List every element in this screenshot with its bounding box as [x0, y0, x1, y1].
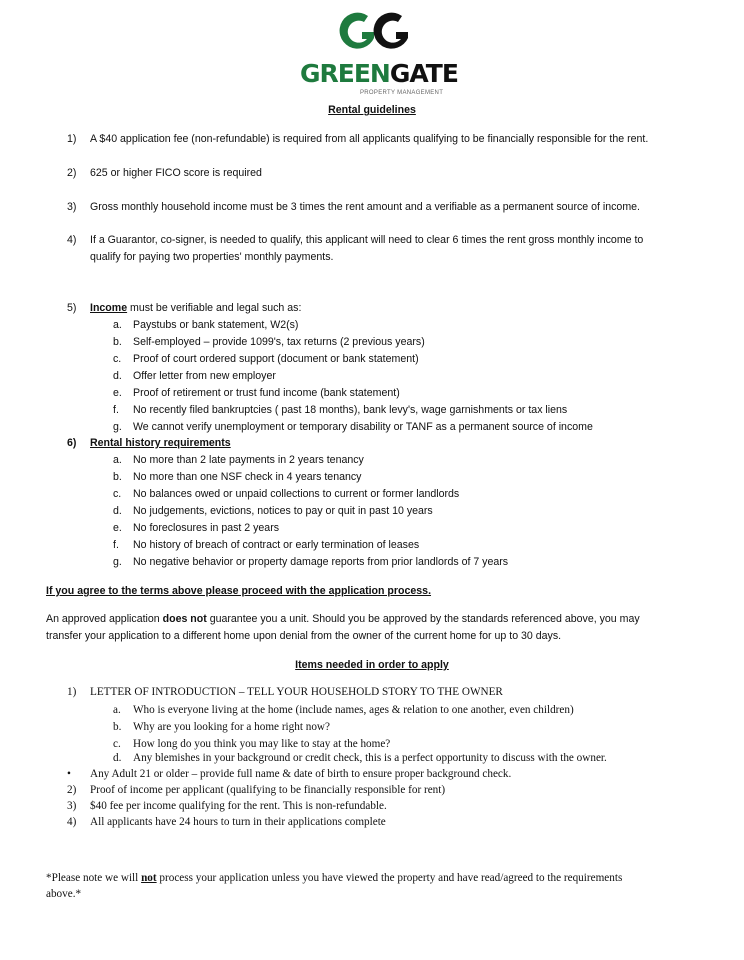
apply-sub-item: Any blemishes in your background or credit check, this is a perfect opportunity to discuss with the owner. [133, 752, 607, 764]
guideline-2-text: 625 or higher FICO score is required [90, 167, 262, 179]
page-title: Rental guidelines [328, 104, 416, 116]
gg-monogram-icon [338, 8, 412, 58]
apply-sub-letter: c. [113, 738, 121, 750]
income-item-letter: d. [113, 370, 122, 382]
history-item-letter: a. [113, 454, 122, 466]
apply-sub-item: Why are you looking for a home right now? [133, 721, 330, 733]
apply-sub-item: How long do you think you may like to stay at the home? [133, 738, 391, 750]
apply-item-text: Proof of income per applicant (qualifying to be financially responsible for rent) [90, 784, 446, 796]
income-heading [90, 302, 301, 314]
items-title: Items needed in order to apply [295, 659, 449, 671]
income-item: No recently filed bankruptcies ( past 18 months), bank levy's, wage garnishments or tax liens [133, 404, 568, 416]
history-item: No history of breach of contract or early termination of leases [133, 539, 420, 551]
history-item: No balances owed or unpaid collections to current or former landlords [133, 488, 460, 500]
history-item-letter: d. [113, 505, 122, 517]
apply-bullet: • [67, 768, 71, 780]
apply-sub-letter: b. [113, 721, 122, 733]
history-item: No more than one NSF check in 4 years tenancy [133, 471, 362, 483]
history-item-letter: c. [113, 488, 122, 500]
income-item: We cannot verify unemployment or temporary disability or TANF as a permanent source of income [133, 421, 593, 433]
approved-paragraph-line-1 [46, 613, 640, 625]
guideline-1-text: A $40 application fee (non-refundable) is required from all applicants qualifying to be financially responsible for the rent. [90, 133, 649, 145]
history-item-letter: g. [113, 556, 122, 568]
income-item: Proof of retirement or trust fund income (bank statement) [133, 387, 400, 399]
history-item-letter: b. [113, 471, 122, 483]
apply-sub-letter: a. [113, 704, 121, 716]
history-item: No more than 2 late payments in 2 years tenancy [133, 454, 364, 466]
guideline-4-number: 4) [67, 234, 77, 246]
apply-sub-letter: d. [113, 752, 122, 764]
logo-word-gate: GATE [389, 59, 458, 88]
guideline-1-number: 1) [67, 133, 77, 145]
income-heading-bold: Income [90, 302, 128, 314]
income-item-letter: e. [113, 387, 122, 399]
agree-statement: If you agree to the terms above please proceed with the application process. [46, 585, 432, 597]
apply-item-text: All applicants have 24 hours to turn in their applications complete [90, 816, 386, 828]
history-item: No foreclosures in past 2 years [133, 522, 280, 534]
guideline-4-line-1: If a Guarantor, co-signer, is needed to qualify, this applicant will need to clear 6 times the rent gross monthly income to [90, 234, 644, 246]
note-emphasis: not [141, 872, 157, 884]
income-item-letter: b. [113, 336, 122, 348]
approved-paragraph-line-2: transfer your application to a different home upon denial from the owner of the current home for up to 30 days. [46, 630, 562, 642]
apply-item-number: 2) [67, 784, 77, 796]
income-heading-rest: must be verifiable and legal such as: [127, 302, 302, 314]
approved-emphasis: does not [162, 613, 207, 625]
note-post: process your application unless you have viewed the property and have read/agreed to the requirements [156, 872, 623, 884]
approved-post: guarantee you a unit. Should you be approved by the standards referenced above, you may [206, 613, 640, 625]
apply-item-text: Any Adult 21 or older – provide full name & date of birth to ensure proper background check. [90, 768, 512, 780]
income-item: Proof of court ordered support (document or bank statement) [133, 353, 419, 365]
income-item-letter: g. [113, 421, 122, 433]
income-item: Paystubs or bank statement, W2(s) [133, 319, 299, 331]
history-item: No judgements, evictions, notices to pay or quit in past 10 years [133, 505, 433, 517]
guideline-4-line-2: qualify for paying two properties' monthly payments. [90, 251, 334, 263]
history-number: 6) [67, 437, 77, 449]
logo-wordmark [300, 59, 458, 88]
history-item: No negative behavior or property damage reports from prior landlords of 7 years [133, 556, 509, 568]
note-line-2: above.* [46, 888, 82, 900]
greengate-logo [300, 8, 458, 100]
history-item-letter: f. [113, 539, 119, 551]
income-item-letter: f. [113, 404, 119, 416]
approved-pre: An approved application [46, 613, 163, 625]
income-item: Self-employed – provide 1099's, tax returns (2 previous years) [133, 336, 425, 348]
note-line-1 [46, 872, 622, 884]
apply-item-1-number: 1) [67, 686, 77, 698]
history-item-letter: e. [113, 522, 122, 534]
apply-item-1-text: LETTER OF INTRODUCTION – TELL YOUR HOUSEHOLD STORY TO THE OWNER [90, 686, 503, 698]
logo-subtitle: PROPERTY MANAGEMENT [360, 90, 444, 96]
logo-word-green: GREEN [300, 59, 390, 88]
income-item: Offer letter from new employer [133, 370, 276, 382]
note-pre: *Please note we will [46, 872, 142, 884]
guideline-3-number: 3) [67, 201, 77, 213]
income-item-letter: c. [113, 353, 122, 365]
guideline-3-text: Gross monthly household income must be 3 times the rent amount and a verifiable as a permanent source of income. [90, 201, 640, 213]
apply-item-text: $40 fee per income qualifying for the rent. This is non-refundable. [90, 800, 387, 812]
guideline-2-number: 2) [67, 167, 77, 179]
history-heading: Rental history requirements [90, 437, 231, 449]
apply-sub-item: Who is everyone living at the home (include names, ages & relation to one another, even children) [133, 704, 574, 716]
income-number: 5) [67, 302, 77, 314]
income-item-letter: a. [113, 319, 122, 331]
apply-item-number: 4) [67, 816, 77, 828]
apply-item-number: 3) [67, 800, 77, 812]
